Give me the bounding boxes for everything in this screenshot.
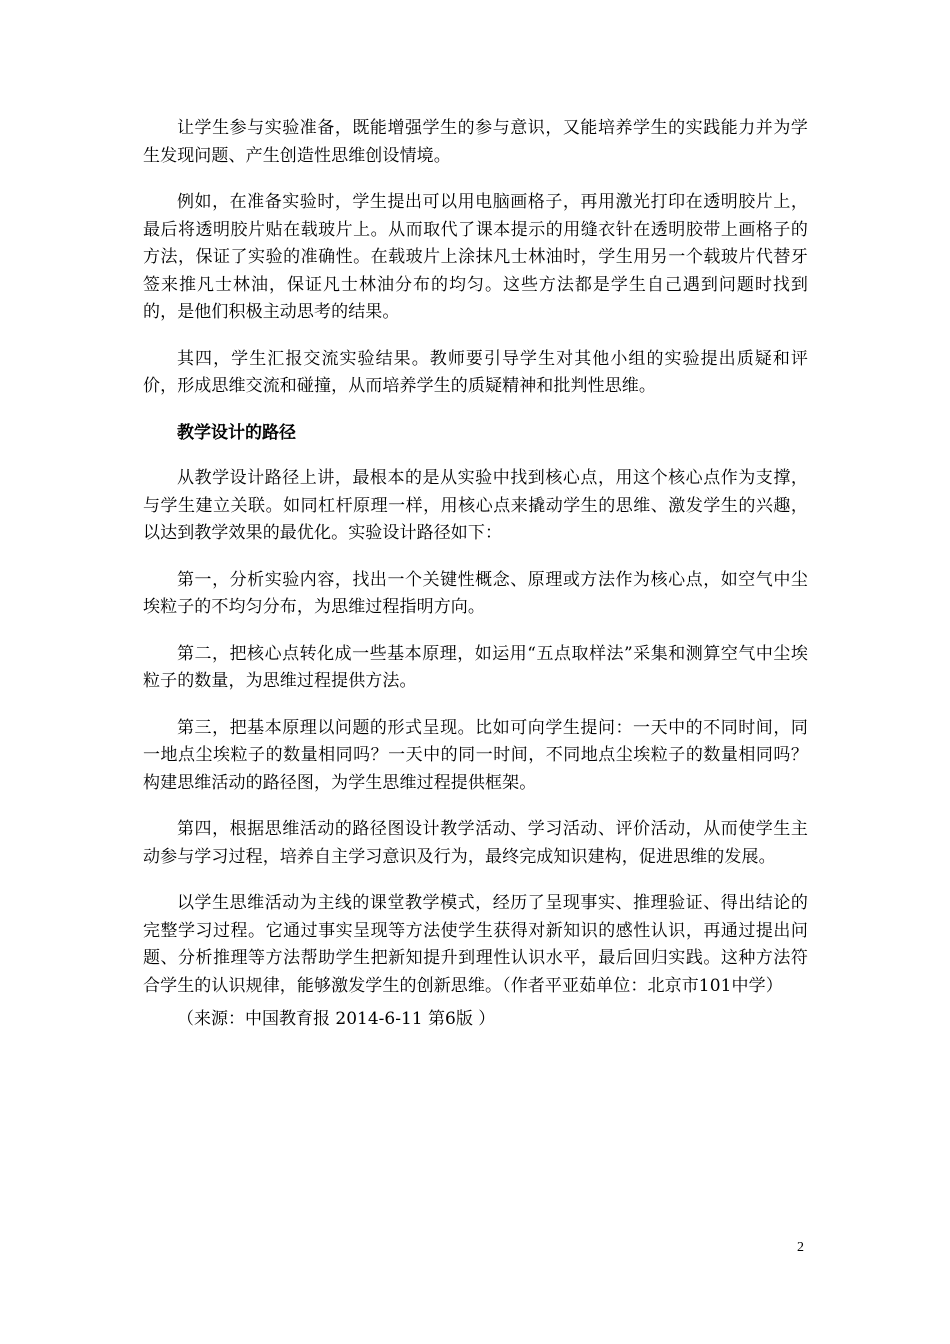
paragraph-step-three: 第三，把基本原理以问题的形式呈现。比如可向学生提问：一天中的不同时间，同一地点尘埃粒子的数量相同吗？一天中的同一时间，不同地点尘埃粒子的数量相同吗？构建思维活动的路径图，为学生思维过程提供框架。 [143, 717, 808, 793]
page-number: 2 [797, 1240, 804, 1255]
section-heading: 教学设计的路径 [177, 422, 296, 443]
paragraph-example: 例如，在准备实验时，学生提出可以用电脑画格子，再用激光打印在透明胶片上，最后将透明胶片贴在载玻片上。从而取代了课本提示的用缝衣针在透明胶带上画格子的方法，保证了实验的准确性。在载玻片上涂抹凡士林油时，学生用另一个载玻片代替牙签来推凡士林油，保证凡士林油分布的均匀。这些方法都是学生自己遇到问题时找到的，是他们积极主动思考的结果。 [143, 192, 808, 322]
source-line: （来源：中国教育报 2014-6-11 第6版 ） [177, 1009, 496, 1029]
paragraph-step-two: 第二，把核心点转化成一些基本原理，如运用“五点取样法”采集和测算空气中尘埃粒子的数量，为思维过程提供方法。 [143, 643, 808, 691]
document-body [143, 115, 808, 1034]
paragraph-report-results: 其四，学生汇报交流实验结果。教师要引导学生对其他小组的实验提出质疑和评价，形成思维交流和碰撞，从而培养学生的质疑精神和批判性思维。 [143, 348, 808, 396]
paragraph-conclusion: 以学生思维活动为主线的课堂教学模式，经历了呈现事实、推理验证、得出结论的完整学习过程。它通过事实呈现等方法使学生获得对新知识的感性认识，再通过提出问题、分析推理等方法帮助学生把新知提升到理性认识水平，最后回归实践。这种方法符合学生的认识规律，能够激发学生的创新思维。（作者平亚茹单位：北京市101中学） [143, 893, 808, 996]
paragraph-experiment-preparation: 让学生参与实验准备，既能增强学生的参与意识，又能培养学生的实践能力并为学生发现问题、产生创造性思维创设情境。 [143, 118, 808, 166]
paragraph-design-path-intro: 从教学设计路径上讲，最根本的是从实验中找到核心点，用这个核心点作为支撑，与学生建立关联。如同杠杆原理一样，用核心点来撬动学生的思维、激发学生的兴趣，以达到教学效果的最优化。实验设计路径如下： [143, 468, 808, 543]
paragraph-step-four: 第四，根据思维活动的路径图设计教学活动、学习活动、评价活动，从而使学生主动参与学习过程，培养自主学习意识及行为，最终完成知识建构，促进思维的发展。 [143, 819, 808, 867]
paragraph-step-one: 第一，分析实验内容，找出一个关键性概念、原理或方法作为核心点，如空气中尘埃粒子的不均匀分布，为思维过程指明方向。 [143, 569, 808, 617]
